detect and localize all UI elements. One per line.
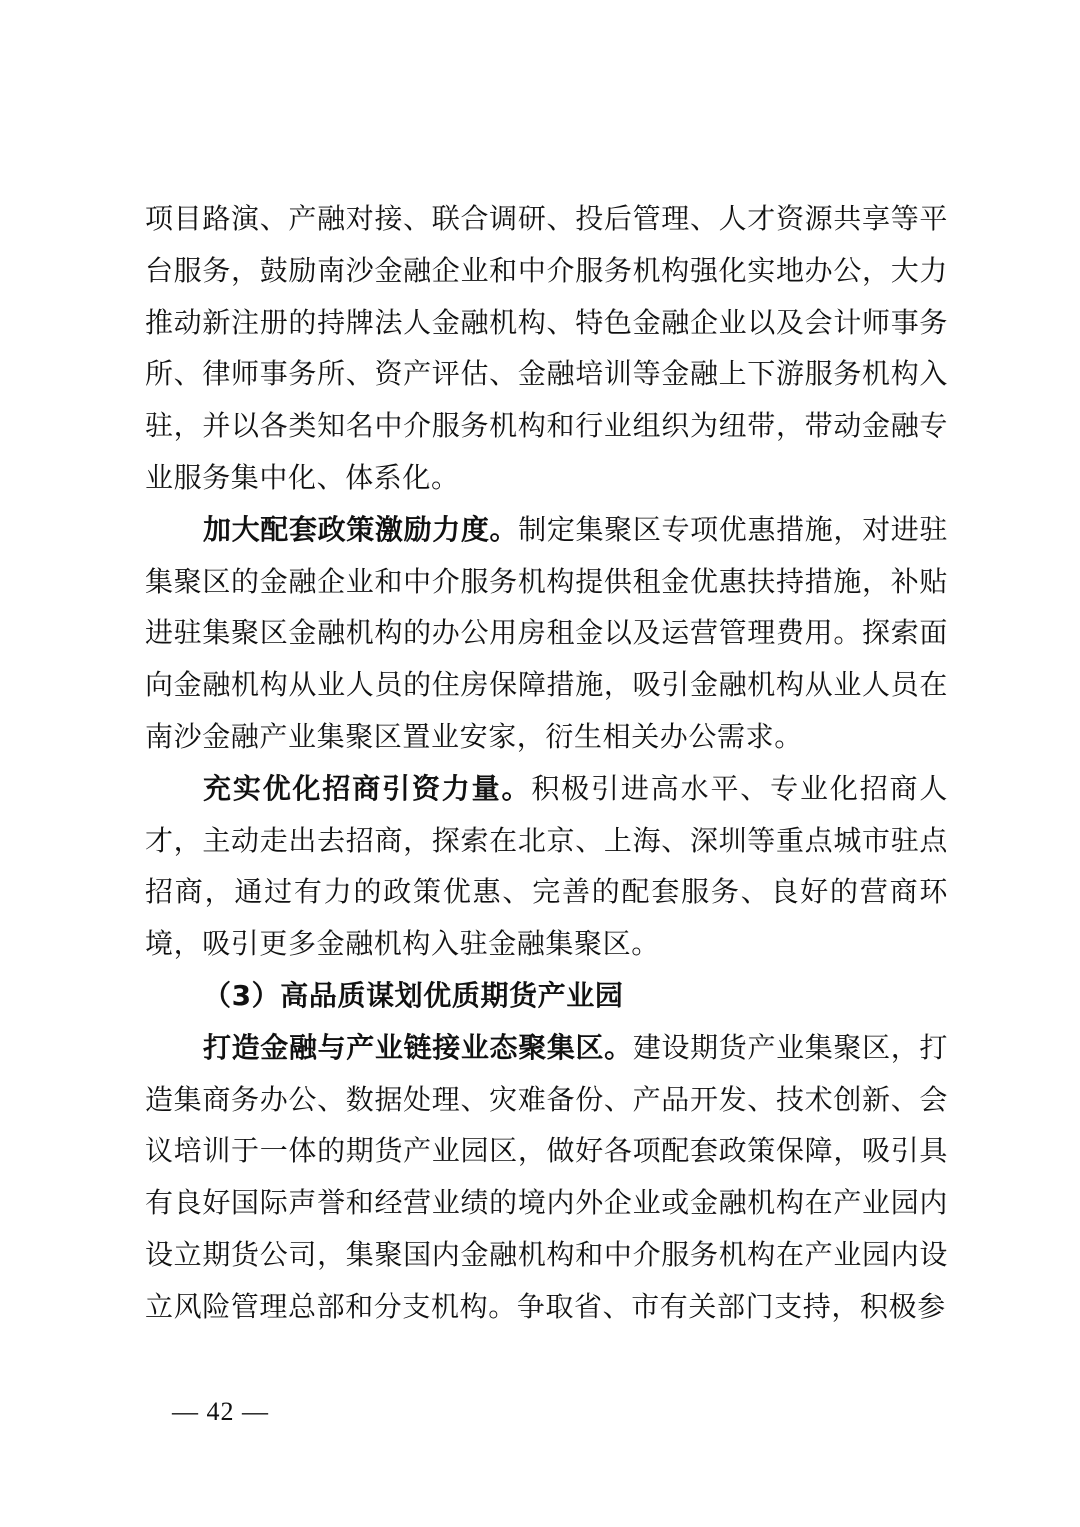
paragraph-lead: 打造金融与产业链接业态聚集区。	[203, 1030, 633, 1064]
paragraph-lead: 加大配套政策激励力度。	[203, 512, 519, 546]
page-number: — 42 —	[172, 1397, 269, 1426]
paragraph-policy-incentives	[145, 504, 948, 763]
paragraph-lead: 充实优化招商引资力量。	[203, 771, 532, 805]
paragraph-platform-services	[145, 193, 948, 504]
paragraph-text: 项目路演、产融对接、联合调研、投后管理、人才资源共享等平台服务，鼓励南沙金融企业和中介服务机构强化实地办公，大力推动新注册的持牌法人金融机构、特色金融企业以及会计师事务所、律师事务所、资产评估、金融培训等金融上下游服务机构入驻，并以各类知名中介服务机构和行业组织为纽带，带动金融专业服务集中化、体系化。	[145, 202, 948, 494]
paragraph-text: 积极引进高水平、专业化招商人才，主动走出去招商，探索在北京、上海、深圳等重点城市驻点招商，通过有力的政策优惠、完善的配套服务、良好的营商环境，吸引更多金融机构入驻金融集聚区。	[145, 771, 949, 961]
document-body	[145, 193, 948, 1333]
paragraph-investment-attraction	[145, 763, 948, 970]
paragraph-text: 制定集聚区专项优惠措施，对进驻集聚区的金融企业和中介服务机构提供租金优惠扶持措施，补贴进驻集聚区金融机构的办公用房租金以及运营管理费用。探索面向金融机构从业人员的住房保障措施，吸引金融机构从业人员在南沙金融产业集聚区置业安家，衍生相关办公需求。	[145, 512, 948, 753]
paragraph-text: 建设期货产业集聚区，打造集商务办公、数据处理、灾难备份、产品开发、技术创新、会议培训于一体的期货产业园区，做好各项配套政策保障，吸引具有良好国际声誉和经营业绩的境内外企业或金融机构在产业园内设立期货公司，集聚国内金融机构和中介服务机构在产业园内设立风险管理总部和分支机构。争取省、市有关部门支持，积极参	[145, 1030, 948, 1323]
paragraph-futures-park	[145, 1022, 948, 1333]
section-heading: （3）高品质谋划优质期货产业园	[203, 978, 624, 1012]
